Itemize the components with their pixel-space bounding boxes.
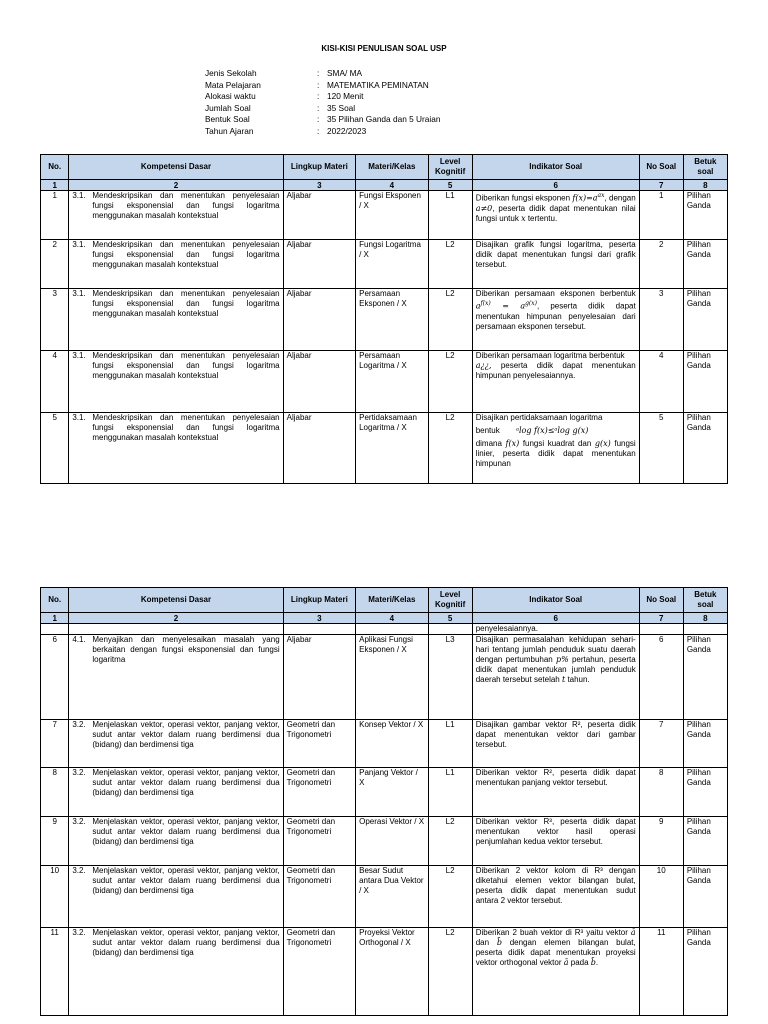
bentuk-soal-cell: Pilihan Ganda (683, 928, 727, 1016)
row-number: 7 (41, 720, 69, 768)
row-number: 1 (41, 191, 69, 240)
indikator-text: Diberikan 2 buah vektor di R³ yaitu vektor (475, 928, 628, 937)
row-number: 4 (41, 351, 69, 413)
table-row (41, 191, 728, 240)
materi-kelas-cell: Besar Sudut antara Dua Vektor / X (356, 866, 428, 928)
kd-code: 3.1. (72, 351, 86, 360)
meta-row (205, 103, 440, 115)
indikator-text: peserta didik dapat menentukan himpunan penyelesaiannya. (475, 361, 636, 380)
indikator-text: Diberikan fungsi eksponen (475, 193, 571, 203)
lingkup-materi-cell (283, 624, 355, 635)
level-kognitif-cell: L2 (428, 928, 472, 1016)
indikator-text: dimana (475, 439, 502, 448)
kompetensi-dasar-cell (69, 866, 283, 928)
kd-code: 3.1. (72, 289, 86, 298)
math-exponent: g(x) (525, 300, 537, 307)
table-row (41, 289, 728, 351)
kd-text: Mendeskripsikan dan menentukan penyelesaian fungsi eksponensial dan fungsi logaritma menggunakan masalah kontekstual (92, 351, 280, 380)
math-base: a (475, 301, 481, 311)
column-number: 5 (428, 613, 472, 624)
level-kognitif-cell (428, 624, 472, 635)
no-soal-cell: 10 (639, 866, 683, 928)
indikator-soal-cell: penyelesaiannya. (472, 624, 639, 635)
kd-text: Mendeskripsikan dan menentukan penyelesaian fungsi eksponensial dan fungsi logaritma menggunakan masalah kontekstual (92, 240, 280, 269)
kompetensi-dasar-cell (69, 624, 283, 635)
indikator-soal-cell (472, 351, 639, 413)
row-number: 9 (41, 817, 69, 866)
meta-label: Mata Pelajaran (205, 79, 261, 90)
lingkup-materi-cell: Geometri dan Trigonometri (283, 720, 355, 768)
table-row (41, 624, 728, 635)
lingkup-materi-cell: Geometri dan Trigonometri (283, 866, 355, 928)
math-symbol: a¿¿, (475, 361, 492, 370)
indikator-text: bentuk (475, 426, 500, 435)
header-no-soal: No Soal (639, 155, 683, 180)
level-kognitif-cell: L1 (428, 768, 472, 817)
kompetensi-dasar-cell (69, 635, 283, 720)
indikator-text: dan (475, 938, 490, 947)
vector-b: b̄ (590, 958, 596, 967)
table-row (41, 413, 728, 484)
kd-code: 3.1. (72, 191, 86, 200)
row-number (41, 624, 69, 635)
kd-text: Mendeskripsikan dan menentukan penyelesaian fungsi eksponensial dan fungsi logaritma menggunakan masalah kontekstual (92, 413, 280, 442)
no-soal-cell: 3 (639, 289, 683, 351)
indikator-soal-cell (472, 928, 639, 1016)
meta-colon: : (317, 68, 320, 78)
math-base: = a (490, 301, 526, 311)
header-level-kognitif: Level Kognitif (428, 155, 472, 180)
meta-value: 35 Pilihan Ganda dan 5 Uraian (327, 114, 441, 125)
kompetensi-dasar-cell (69, 768, 283, 817)
math-formula: ᵃlog f(x)≤ᵃlog g(x) (515, 426, 589, 435)
indikator-text: , peserta didik dapat menentukan nilai fungsi untuk (475, 203, 636, 223)
materi-kelas-cell: Pertidaksamaan Logaritma / X (356, 413, 428, 484)
bentuk-soal-cell: Pilihan Ganda (683, 289, 727, 351)
kd-text: Menjelaskan vektor, operasi vektor, panjang vektor, sudut antar vektor dalam ruang berdimensi dua (bidang) dan berdimensi tiga (92, 866, 280, 895)
row-number: 5 (41, 413, 69, 484)
level-kognitif-cell: L2 (428, 289, 472, 351)
no-soal-cell: 8 (639, 768, 683, 817)
no-soal-cell: 4 (639, 351, 683, 413)
vector-a: ā (630, 928, 636, 937)
indikator-soal-cell: Diberikan vektor R³, peserta didik dapat menentukan vektor hasil operasi penjumlahan kedua vektor tersebut. (472, 817, 639, 866)
indikator-text: . (595, 958, 599, 967)
meta-row (205, 114, 440, 126)
no-soal-cell: 1 (639, 191, 683, 240)
column-number: 2 (69, 180, 283, 191)
no-soal-cell (639, 624, 683, 635)
math-function: f(x)=a (572, 193, 598, 203)
table-header-row (41, 155, 728, 180)
meta-value: 2022/2023 (327, 125, 367, 136)
column-number-row (41, 180, 728, 191)
meta-colon: : (317, 102, 320, 113)
level-kognitif-cell: L2 (428, 866, 472, 928)
lingkup-materi-cell: Aljabar (283, 289, 355, 351)
meta-colon: : (317, 91, 320, 102)
table-row (41, 768, 728, 817)
level-kognitif-cell: L2 (428, 817, 472, 866)
column-number: 5 (428, 180, 472, 191)
row-number: 10 (41, 866, 69, 928)
meta-colon: : (317, 125, 320, 136)
kd-code: 3.2. (72, 720, 86, 729)
meta-value: 120 Menit (327, 91, 364, 102)
column-number: 1 (41, 613, 69, 624)
bentuk-soal-cell: Pilihan Ganda (683, 191, 727, 240)
table-header-row (41, 588, 728, 613)
kompetensi-dasar-cell (69, 720, 283, 768)
lingkup-materi-cell: Aljabar (283, 240, 355, 289)
math-exponent: ax (597, 192, 605, 199)
kisi-kisi-table-2 (40, 587, 728, 1016)
bentuk-soal-cell (683, 624, 727, 635)
bentuk-soal-cell: Pilihan Ganda (683, 817, 727, 866)
header-no: No. (41, 155, 69, 180)
kompetensi-dasar-cell (69, 191, 283, 240)
math-variable: x (521, 213, 526, 223)
table-row (41, 928, 728, 1016)
materi-kelas-cell: Aplikasi Fungsi Eksponen / X (356, 635, 428, 720)
meta-row (205, 68, 440, 80)
column-number: 3 (283, 180, 355, 191)
bentuk-soal-cell: Pilihan Ganda (683, 866, 727, 928)
math-percent: p% (556, 655, 569, 664)
indikator-soal-cell (472, 635, 639, 720)
lingkup-materi-cell: Aljabar (283, 413, 355, 484)
materi-kelas-cell: Persamaan Eksponen / X (356, 289, 428, 351)
indikator-text: tahun. (567, 675, 590, 684)
indikator-text: , dengan (604, 193, 636, 203)
indikator-text: fungsi kuadrat dan (522, 439, 592, 448)
materi-kelas-cell: Proyeksi Vektor Orthogonal / X (356, 928, 428, 1016)
bentuk-soal-cell: Pilihan Ganda (683, 351, 727, 413)
indikator-text: pada (570, 958, 589, 967)
table-row (41, 635, 728, 720)
kd-code: 3.2. (72, 928, 86, 937)
indikator-soal-cell: Diberikan vektor R², peserta didik dapat menentukan panjang vektor tersebut. (472, 768, 639, 817)
meta-colon: : (317, 79, 320, 90)
no-soal-cell: 6 (639, 635, 683, 720)
materi-kelas-cell: Panjang Vektor / X (356, 768, 428, 817)
column-number: 6 (472, 180, 639, 191)
meta-label: Jumlah Soal (205, 102, 251, 113)
indikator-text: Diberikan persamaan eksponen berbentuk (475, 289, 636, 298)
table-row (41, 817, 728, 866)
column-number: 4 (356, 180, 428, 191)
kd-text: Menyajikan dan menyelesaikan masalah yang berkaitan dengan fungsi eksponensial dan fungsi logaritma (92, 635, 280, 664)
kompetensi-dasar-cell (69, 817, 283, 866)
header-materi-kelas: Materi/Kelas (356, 588, 428, 613)
column-number-row (41, 613, 728, 624)
kisi-kisi-table-1 (40, 154, 728, 484)
level-kognitif-cell: L1 (428, 720, 472, 768)
header-lingkup-materi: Lingkup Materi (283, 588, 355, 613)
kd-code: 3.2. (72, 866, 86, 875)
indikator-soal-cell (472, 289, 639, 351)
kompetensi-dasar-cell (69, 351, 283, 413)
meta-value: MATEMATIKA PEMINATAN (327, 79, 429, 90)
row-number: 6 (41, 635, 69, 720)
meta-label: Bentuk Soal (205, 114, 250, 125)
column-number: 7 (639, 613, 683, 624)
kd-code: 4.1. (72, 635, 86, 644)
header-materi-kelas: Materi/Kelas (356, 155, 428, 180)
math-condition: a≠0 (475, 203, 493, 213)
table-row (41, 866, 728, 928)
kd-text: Menjelaskan vektor, operasi vektor, panjang vektor, sudut antar vektor dalam ruang berdimensi dua (bidang) dan berdimensi tiga (92, 817, 280, 846)
header-lingkup-materi: Lingkup Materi (283, 155, 355, 180)
kd-code: 3.2. (72, 768, 86, 777)
indikator-text: dengan elemen bilangan bulat, peserta didik dapat menentukan proyeksi vektor orthogonal vektor (475, 938, 636, 967)
header-kompetensi-dasar: Kompetensi Dasar (69, 588, 283, 613)
materi-kelas-cell (356, 624, 428, 635)
kd-code: 3.1. (72, 240, 86, 249)
math-exponent: f(x) (480, 300, 491, 307)
indikator-soal-cell: Diberikan 2 vektor kolom di R³ dengan diketahui elemen vektor bilangan bulat, peserta didik dapat menentukan sudut antara 2 vektor tersebut. (472, 866, 639, 928)
meta-label: Tahun Ajaran (205, 125, 254, 136)
kd-text: Mendeskripsikan dan menentukan penyelesaian fungsi eksponensial dan fungsi logaritma menggunakan masalah kontekstual (92, 191, 280, 220)
meta-label: Alokasi waktu (205, 91, 256, 102)
lingkup-materi-cell: Geometri dan Trigonometri (283, 768, 355, 817)
table-row (41, 720, 728, 768)
no-soal-cell: 11 (639, 928, 683, 1016)
kd-text: Mendeskripsikan dan menentukan penyelesaian fungsi eksponensial dan fungsi logaritma menggunakan masalah kontekstual (92, 289, 280, 318)
vector-b: b̄ (496, 938, 502, 947)
level-kognitif-cell: L2 (428, 351, 472, 413)
indikator-text: Diberikan persamaan logaritma berbentuk (475, 351, 625, 360)
level-kognitif-cell: L2 (428, 240, 472, 289)
kd-text: Menjelaskan vektor, operasi vektor, panjang vektor, sudut antar vektor dalam ruang berdimensi dua (bidang) dan berdimensi tiga (92, 720, 280, 749)
header-bentuk-soal: Betuk soal (683, 588, 727, 613)
meta-colon: : (317, 114, 320, 125)
indikator-text: pertahun, peserta didik dapat menentukan jumlah penduduk daerah tersebut setelah (475, 655, 636, 684)
no-soal-cell: 7 (639, 720, 683, 768)
kompetensi-dasar-cell (69, 240, 283, 289)
level-kognitif-cell: L3 (428, 635, 472, 720)
column-number: 6 (472, 613, 639, 624)
indikator-soal-cell: Disajikan grafik fungsi logaritma, peserta didik dapat menentukan fungsi dari grafik tersebut. (472, 240, 639, 289)
indikator-text: , peserta didik dapat menentukan himpunan penyelesaian dari persamaan eksponen tersebut. (475, 301, 636, 331)
lingkup-materi-cell: Geometri dan Trigonometri (283, 928, 355, 1016)
column-number: 4 (356, 613, 428, 624)
document-title: KISI-KISI PENULISAN SOAL USP (321, 44, 447, 53)
header-kompetensi-dasar: Kompetensi Dasar (69, 155, 283, 180)
level-kognitif-cell: L1 (428, 191, 472, 240)
row-number: 8 (41, 768, 69, 817)
header-no-soal: No Soal (639, 588, 683, 613)
lingkup-materi-cell: Geometri dan Trigonometri (283, 817, 355, 866)
indikator-soal-cell (472, 191, 639, 240)
bentuk-soal-cell: Pilihan Ganda (683, 720, 727, 768)
kd-code: 3.1. (72, 413, 86, 422)
header-level-kognitif: Level Kognitif (428, 588, 472, 613)
kd-code: 3.2. (72, 817, 86, 826)
kd-text: Menjelaskan vektor, operasi vektor, panjang vektor, sudut antar vektor dalam ruang berdimensi dua (bidang) dan berdimensi tiga (92, 768, 280, 797)
lingkup-materi-cell: Aljabar (283, 191, 355, 240)
materi-kelas-cell: Konsep Vektor / X (356, 720, 428, 768)
header-no: No. (41, 588, 69, 613)
meta-value: 35 Soal (327, 102, 356, 113)
indikator-text: tertentu. (527, 213, 558, 223)
bentuk-soal-cell: Pilihan Ganda (683, 240, 727, 289)
meta-label: Jenis Sekolah (205, 68, 257, 78)
math-variable: t (561, 675, 566, 684)
column-number: 8 (683, 613, 727, 624)
meta-row (205, 80, 440, 92)
bentuk-soal-cell: Pilihan Ganda (683, 413, 727, 484)
materi-kelas-cell: Fungsi Logaritma / X (356, 240, 428, 289)
materi-kelas-cell: Persamaan Logaritma / X (356, 351, 428, 413)
bentuk-soal-cell: Pilihan Ganda (683, 635, 727, 720)
indikator-text: fungsi linier, peserta didik dapat menentukan himpunan (475, 439, 636, 468)
lingkup-materi-cell: Aljabar (283, 351, 355, 413)
kompetensi-dasar-cell (69, 928, 283, 1016)
indikator-soal-cell (472, 413, 639, 484)
indikator-text: Disajikan pertidaksamaan logaritma (475, 413, 603, 422)
level-kognitif-cell: L2 (428, 413, 472, 484)
header-indikator-soal: Indikator Soal (472, 588, 639, 613)
math-function: f(x) (505, 439, 520, 448)
bentuk-soal-cell: Pilihan Ganda (683, 768, 727, 817)
table-row (41, 351, 728, 413)
materi-kelas-cell: Operasi Vektor / X (356, 817, 428, 866)
no-soal-cell: 2 (639, 240, 683, 289)
lingkup-materi-cell: Aljabar (283, 635, 355, 720)
materi-kelas-cell: Fungsi Eksponen / X (356, 191, 428, 240)
header-indikator-soal: Indikator Soal (472, 155, 639, 180)
header-bentuk-soal: Betuk soal (683, 155, 727, 180)
row-number: 11 (41, 928, 69, 1016)
indikator-text: Disajikan permasalahan kehidupan sehari-hari tentang jumlah penduduk suatu daerah dengan pertumbuhan (475, 635, 636, 664)
column-number: 7 (639, 180, 683, 191)
meta-row (205, 126, 440, 138)
vector-a: ā (563, 958, 569, 967)
row-number: 2 (41, 240, 69, 289)
no-soal-cell: 9 (639, 817, 683, 866)
indikator-soal-cell: Disajikan gambar vektor R², peserta didik dapat menentukan vektor dari gambar tersebut. (472, 720, 639, 768)
column-number: 8 (683, 180, 727, 191)
kd-text: Menjelaskan vektor, operasi vektor, panjang vektor, sudut antar vektor dalam ruang berdimensi dua (bidang) dan berdimensi tiga (92, 928, 280, 957)
document-meta (205, 68, 440, 138)
math-function: g(x) (594, 439, 611, 448)
kompetensi-dasar-cell (69, 413, 283, 484)
table-row (41, 240, 728, 289)
kompetensi-dasar-cell (69, 289, 283, 351)
meta-row (205, 91, 440, 103)
row-number: 3 (41, 289, 69, 351)
column-number: 1 (41, 180, 69, 191)
meta-value: SMA/ MA (327, 68, 363, 78)
no-soal-cell: 5 (639, 413, 683, 484)
column-number: 2 (69, 613, 283, 624)
column-number: 3 (283, 613, 355, 624)
